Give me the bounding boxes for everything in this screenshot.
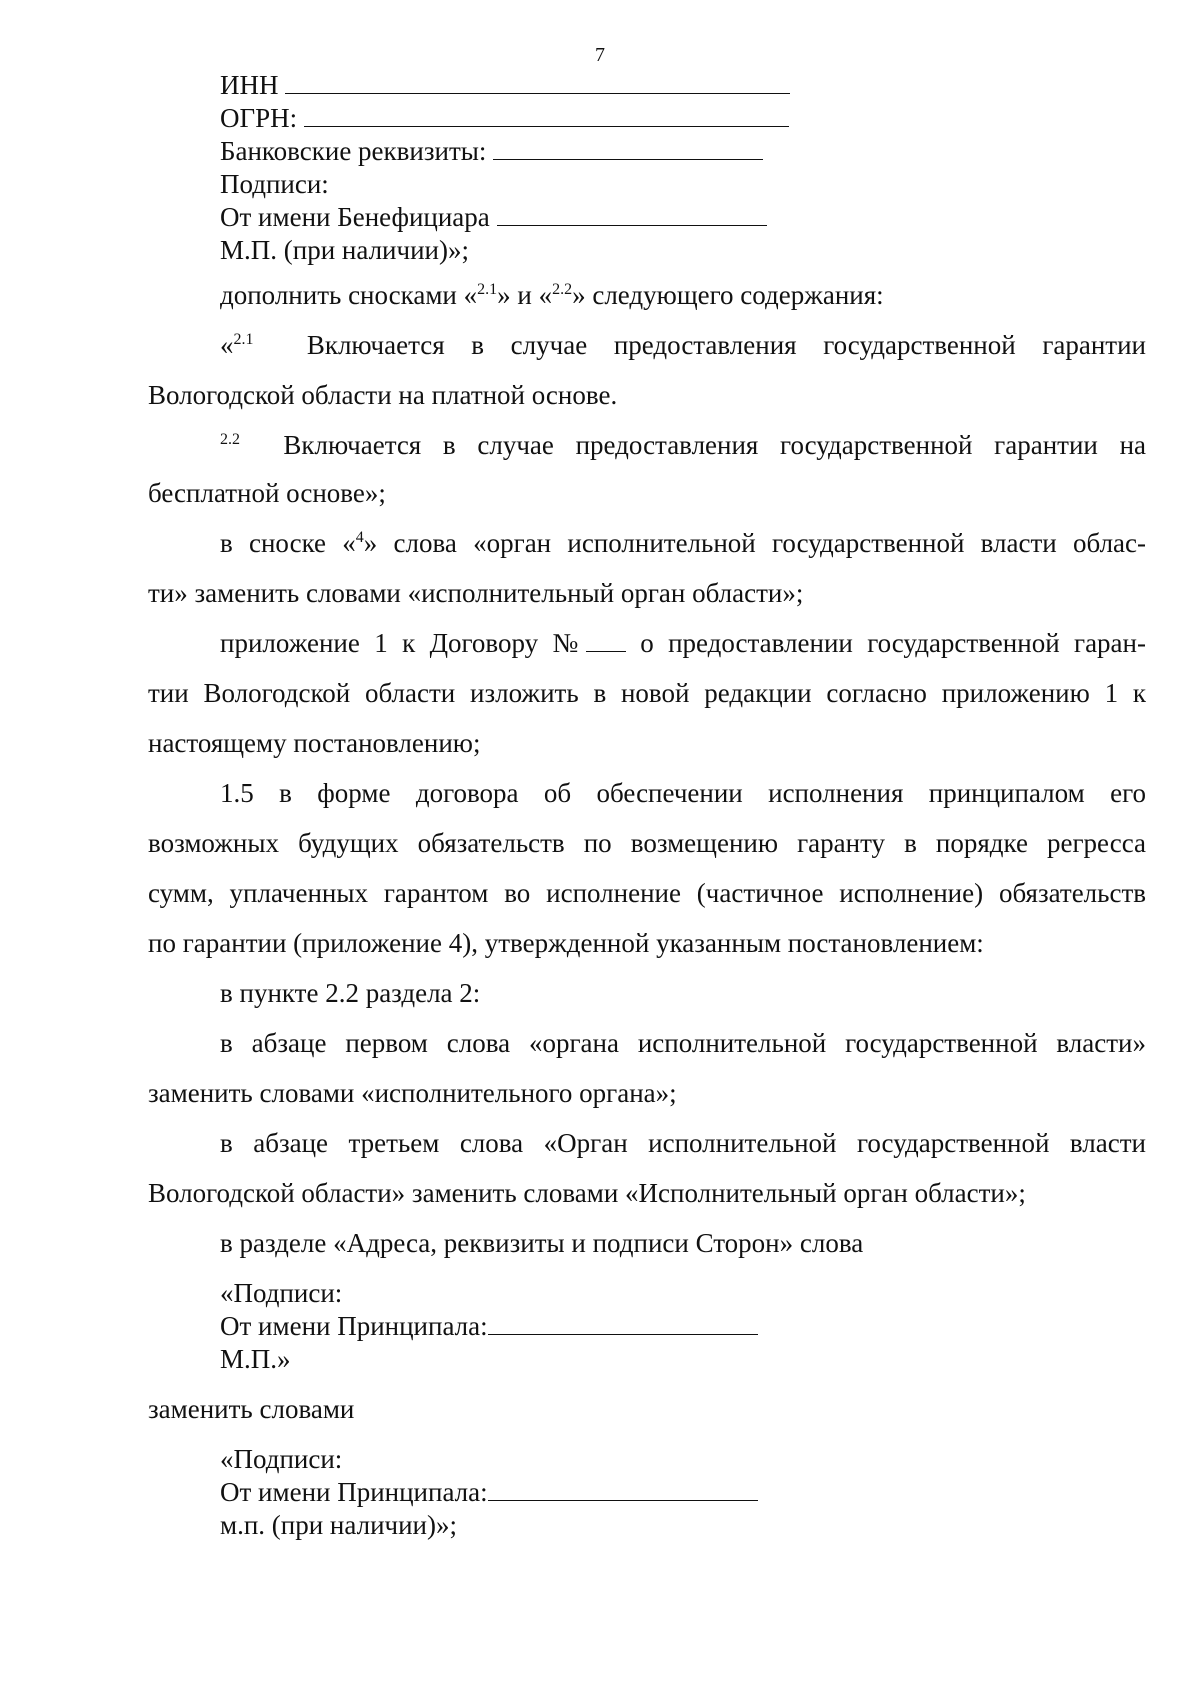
fn22-line2: бесплатной основе»; (148, 478, 386, 508)
fn22-line1 (220, 430, 1146, 461)
intro-text-c: » следующего содержания: (572, 280, 884, 310)
new-principal-blank (488, 1478, 758, 1501)
fn4-line2: ти» заменить словами «исполнительный орган области»; (148, 578, 804, 608)
fn4-line1 (220, 528, 1146, 559)
ogrn-label: ОГРН: (220, 103, 298, 133)
bank-blank (493, 137, 763, 160)
intro-text-b: » и « (497, 280, 553, 310)
beneficiary-line (220, 202, 767, 233)
signatures-heading: Подписи: (220, 169, 329, 199)
fn4-sup: 4 (355, 529, 364, 546)
inn-label: ИНН (220, 70, 279, 100)
intro-sup-22: 2.2 (552, 281, 573, 298)
old-principal-line (220, 1311, 758, 1342)
contract-number-blank (586, 631, 626, 652)
inn-blank (285, 71, 790, 94)
p15-line3: сумм, уплаченных гарантом во исполнение (частичное исполнение) обязательств (148, 878, 1146, 908)
ogrn-line (220, 103, 789, 134)
abz1-line2: заменить словами «исполнительного органа»; (148, 1078, 677, 1108)
new-principal-line (220, 1477, 758, 1508)
app1-line1 (220, 628, 1146, 659)
app1-line3: настоящему постановлению; (148, 728, 481, 758)
old-principal-blank (488, 1312, 758, 1335)
app1-text-b: о предоставлении государственной гаран- (625, 628, 1146, 658)
old-signatures: «Подписи: (220, 1278, 343, 1308)
replace-line: заменить словами (148, 1394, 355, 1424)
fn21-text: Включается в случае предоставления государственной гарантии (306, 330, 1147, 360)
p15-line4: по гарантии (приложение 4), утвержденной указанным постановлением: (148, 928, 984, 958)
section-line: в разделе «Адреса, реквизиты и подписи Сторон» слова (220, 1228, 864, 1258)
beneficiary-label: От имени Бенефициара (220, 202, 490, 232)
p15-line1: 1.5 в форме договора об обеспечении исполнения принципалом его (220, 778, 1146, 808)
fn4-text-a: в сноске « (220, 528, 356, 558)
bank-line (220, 136, 763, 167)
p22-line: в пункте 2.2 раздела 2: (220, 978, 481, 1008)
app1-line2: тии Вологодской области изложить в новой редакции согласно приложению 1 к (148, 678, 1146, 708)
fn4-text-b: » слова «орган исполнительной государственной власти облас- (363, 528, 1146, 558)
footnotes-intro (220, 280, 884, 311)
old-stamp: М.П.» (220, 1344, 291, 1374)
fn21-line1 (220, 330, 1146, 361)
abz3-line2: Вологодской области» заменить словами «Исполнительный орган области»; (148, 1178, 1026, 1208)
old-principal-label: От имени Принципала: (220, 1311, 488, 1341)
fn22-sup: 2.2 (220, 431, 240, 448)
fn21-quote: « (220, 330, 234, 360)
app1-text-a: приложение 1 к Договору № (220, 628, 586, 658)
fn21-sup: 2.1 (233, 331, 254, 348)
stamp-line: М.П. (при наличии)»; (220, 235, 469, 265)
beneficiary-blank (497, 203, 767, 226)
abz3-line1: в абзаце третьем слова «Орган исполнительной государственной власти (220, 1128, 1146, 1158)
page-number: 7 (595, 44, 605, 66)
inn-line (220, 70, 790, 101)
fn22-text: Включается в случае предоставления государственной гарантии на (283, 430, 1146, 460)
ogrn-blank (304, 104, 789, 127)
new-stamp: м.п. (при наличии)»; (220, 1510, 457, 1540)
intro-text-a: дополнить сносками « (220, 280, 478, 310)
new-principal-label: От имени Принципала: (220, 1477, 488, 1507)
abz1-line1: в абзаце первом слова «органа исполнительной государственной власти» (220, 1028, 1146, 1058)
intro-sup-21: 2.1 (477, 281, 498, 298)
new-signatures: «Подписи: (220, 1444, 343, 1474)
bank-label: Банковские реквизиты: (220, 136, 487, 166)
fn21-line2: Вологодской области на платной основе. (148, 380, 618, 410)
p15-line2: возможных будущих обязательств по возмещению гаранту в порядке регресса (148, 828, 1146, 858)
